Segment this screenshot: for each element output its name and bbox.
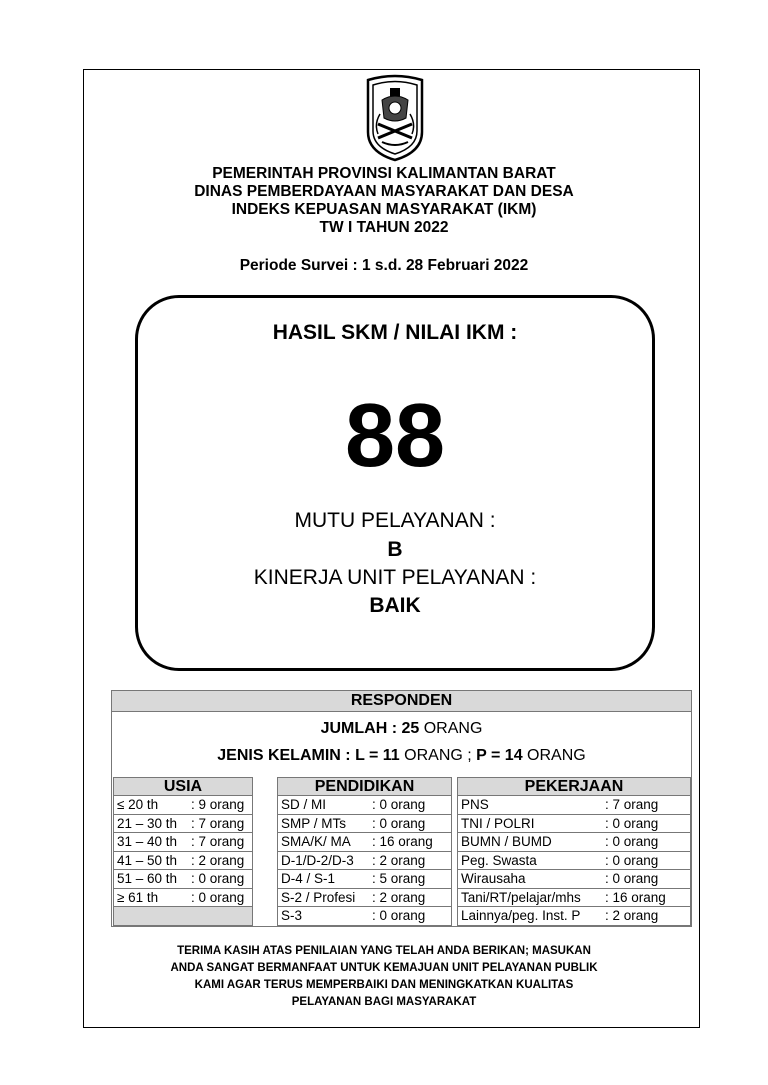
survey-period: Periode Survei : 1 s.d. 28 Februari 2022 bbox=[239, 257, 529, 274]
usia-row bbox=[113, 796, 253, 815]
usia-label: ≥ 61 th bbox=[117, 889, 159, 905]
pendidikan-column bbox=[277, 777, 452, 926]
pendidikan-label: S-3 bbox=[281, 908, 303, 923]
pekerjaan-header: PEKERJAAN bbox=[457, 777, 691, 796]
header-line-2: DINAS PEMBERDAYAAN MASYARAKAT DAN DESA bbox=[194, 183, 574, 200]
pekerjaan-row bbox=[457, 815, 691, 834]
pekerjaan-row bbox=[457, 796, 691, 815]
jumlah-unit: ORANG bbox=[423, 720, 483, 737]
kinerja-label: KINERJA UNIT PELAYANAN : bbox=[253, 566, 537, 589]
pekerjaan-value: : 0 orang bbox=[605, 834, 659, 849]
usia-label: 31 – 40 th bbox=[117, 834, 178, 849]
footer-line-3: KAMI AGAR TERUS MEMPERBAIKI DAN MENINGKATKAN KUALITAS bbox=[194, 979, 574, 991]
pekerjaan-value: : 7 orang bbox=[605, 797, 659, 812]
jumlah-label: JUMLAH : bbox=[320, 720, 398, 737]
usia-row bbox=[113, 889, 253, 908]
pekerjaan-label: Tani/RT/pelajar/mhs bbox=[461, 889, 581, 905]
pekerjaan-row bbox=[457, 889, 691, 908]
pekerjaan-value: : 0 orang bbox=[605, 852, 659, 868]
pekerjaan-column bbox=[457, 777, 691, 926]
mutu-value: B bbox=[387, 538, 403, 561]
pendidikan-value: : 0 orang bbox=[372, 797, 426, 812]
pendidikan-label: S-2 / Profesi bbox=[281, 889, 356, 905]
pekerjaan-row bbox=[457, 833, 691, 852]
usia-value: : 7 orang bbox=[191, 815, 245, 831]
jumlah-line bbox=[112, 720, 691, 738]
perempuan-unit: ORANG bbox=[527, 747, 586, 764]
pendidikan-row bbox=[277, 796, 452, 815]
usia-empty-row bbox=[113, 907, 253, 926]
pendidikan-label: D-1/D-2/D-3 bbox=[281, 852, 354, 868]
jenis-kelamin-line bbox=[112, 747, 691, 765]
pendidikan-label: D-4 / S-1 bbox=[281, 871, 336, 886]
pendidikan-value: : 2 orang bbox=[372, 889, 426, 905]
footer-line-1: TERIMA KASIH ATAS PENILAIAN YANG TELAH ANDA BERIKAN; MASUKAN bbox=[177, 945, 591, 957]
usia-value: : 7 orang bbox=[191, 834, 245, 849]
header-line-4: TW I TAHUN 2022 bbox=[319, 219, 449, 236]
footer-line-2: ANDA SANGAT BERMANFAAT UNTUK KEMAJUAN UNIT PELAYANAN PUBLIK bbox=[170, 962, 598, 974]
perempuan-count: P = 14 bbox=[476, 747, 523, 764]
pendidikan-value: : 2 orang bbox=[372, 852, 426, 868]
pendidikan-row bbox=[277, 870, 452, 889]
pendidikan-row bbox=[277, 815, 452, 834]
jenis-kelamin-label: JENIS KELAMIN : bbox=[217, 747, 351, 764]
pendidikan-value: : 0 orang bbox=[372, 908, 426, 923]
usia-value: : 0 orang bbox=[191, 871, 245, 886]
usia-label: 51 – 60 th bbox=[117, 871, 178, 886]
responden-title: RESPONDEN bbox=[112, 691, 691, 712]
pekerjaan-value: : 0 orang bbox=[605, 815, 659, 831]
pendidikan-value: : 5 orang bbox=[372, 871, 426, 886]
pekerjaan-row bbox=[457, 907, 691, 926]
pendidikan-row bbox=[277, 852, 452, 871]
pendidikan-label: SD / MI bbox=[281, 797, 327, 812]
usia-header: USIA bbox=[113, 777, 253, 796]
usia-value: : 9 orang bbox=[191, 797, 245, 812]
pekerjaan-label: Wirausaha bbox=[461, 871, 526, 886]
ikm-score: 88 bbox=[344, 386, 446, 486]
pendidikan-label: SMP / MTs bbox=[281, 815, 347, 831]
header-line-1: PEMERINTAH PROVINSI KALIMANTAN BARAT bbox=[212, 165, 556, 182]
pekerjaan-label: PNS bbox=[461, 797, 489, 812]
header-line-3: INDEKS KEPUASAN MASYARAKAT (IKM) bbox=[231, 201, 537, 218]
pendidikan-row bbox=[277, 907, 452, 926]
usia-row bbox=[113, 833, 253, 852]
pendidikan-value: : 0 orang bbox=[372, 815, 426, 831]
laki-laki-count: L = 11 bbox=[355, 747, 400, 764]
thank-you-note bbox=[0, 943, 768, 1011]
provincial-emblem-icon bbox=[362, 74, 428, 162]
usia-row bbox=[113, 870, 253, 889]
pekerjaan-value: : 2 orang bbox=[605, 908, 659, 923]
pekerjaan-value: : 16 orang bbox=[605, 889, 666, 905]
pekerjaan-label: Peg. Swasta bbox=[461, 852, 537, 868]
pekerjaan-row bbox=[457, 870, 691, 889]
usia-row bbox=[113, 815, 253, 834]
result-title: HASIL SKM / NILAI IKM : bbox=[272, 321, 518, 344]
pendidikan-value: : 16 orang bbox=[372, 834, 433, 849]
usia-label: 21 – 30 th bbox=[117, 815, 178, 831]
laki-laki-unit: ORANG ; bbox=[404, 747, 472, 764]
usia-value: : 2 orang bbox=[191, 852, 245, 868]
usia-label: 41 – 50 th bbox=[117, 852, 178, 868]
result-box bbox=[135, 295, 655, 671]
usia-label: ≤ 20 th bbox=[117, 797, 159, 812]
pekerjaan-value: : 0 orang bbox=[605, 871, 659, 886]
pekerjaan-label: BUMN / BUMD bbox=[461, 834, 552, 849]
usia-row bbox=[113, 852, 253, 871]
pekerjaan-label: TNI / POLRI bbox=[461, 815, 535, 831]
pekerjaan-row bbox=[457, 852, 691, 871]
pendidikan-row bbox=[277, 889, 452, 908]
usia-column bbox=[113, 777, 253, 926]
jumlah-value: 25 bbox=[401, 720, 420, 737]
responden-panel bbox=[111, 690, 692, 927]
usia-value: : 0 orang bbox=[191, 889, 245, 905]
pendidikan-header: PENDIDIKAN bbox=[277, 777, 452, 796]
kinerja-value: BAIK bbox=[369, 594, 421, 617]
footer-line-4: PELAYANAN BAGI MASYARAKAT bbox=[291, 996, 477, 1008]
header-block bbox=[0, 165, 768, 237]
pekerjaan-label: Lainnya/peg. Inst. P bbox=[461, 908, 581, 923]
mutu-label: MUTU PELAYANAN : bbox=[294, 509, 496, 532]
pendidikan-row bbox=[277, 833, 452, 852]
pendidikan-label: SMA/K/ MA bbox=[281, 834, 351, 849]
